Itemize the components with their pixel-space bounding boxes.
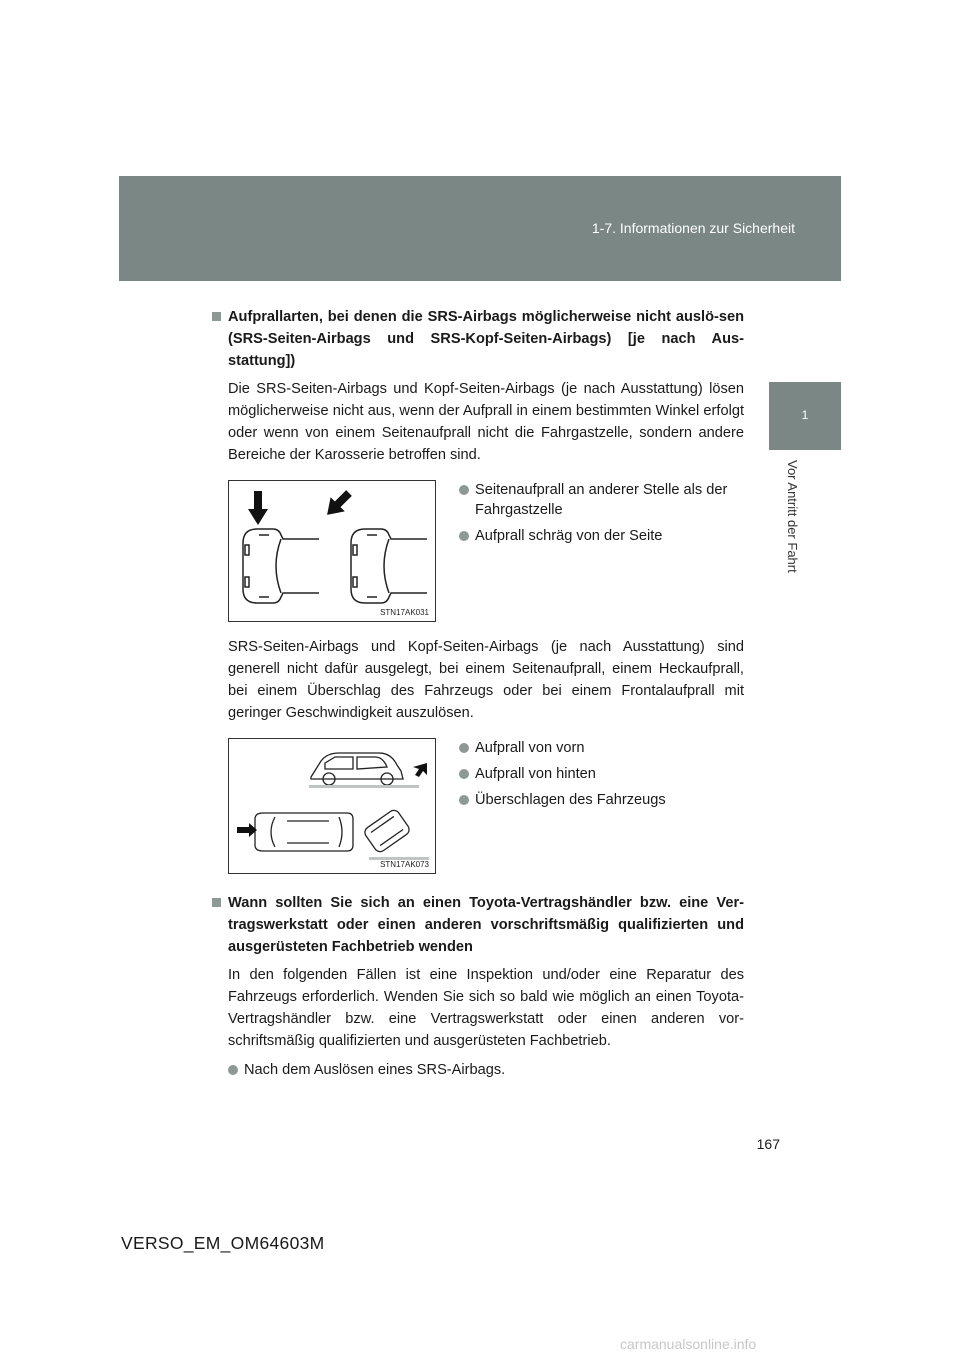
figure1-code: STN17AK031 [380, 608, 429, 617]
side-impact-figure [228, 480, 436, 622]
figure2-row [228, 738, 744, 874]
header-band [119, 176, 841, 281]
chapter-title-vertical [760, 450, 840, 600]
section2-paragraph: In den folgenden Fällen ist eine Inspektion und/oder eine Reparatur des Fahrzeugs erforderlich. Wenden Sie sich so bald wie möglich an einen Toyota-Vertragshändler bzw. eine Vertragswerkstatt oder einen anderen vor-schriftsmäßig qualifizierten und ausgerüsteten Fachbetrieb. [228, 967, 744, 1049]
round-bullet-icon [228, 1065, 238, 1075]
section1-paragraph2: SRS-Seiten-Airbags und Kopf-Seiten-Airbags (je nach Ausstattung) sind generell nicht dafür ausgelegt, bei einem Seitenaufprall, einem Heckaufprall, bei einem Überschlag des Fahrzeugs oder bei einem Frontalaufprall mit geringer Geschwindigkeit auszulösen. [228, 639, 744, 721]
figure2-code: STN17AK073 [380, 860, 429, 869]
round-bullet-icon [459, 795, 469, 805]
page-content [212, 306, 744, 1080]
side-impact-illustration [229, 481, 435, 621]
front-rear-rollover-figure [228, 738, 436, 874]
list-item: Überschlagen des Fahrzeugs [459, 790, 744, 810]
round-bullet-icon [459, 531, 469, 541]
round-bullet-icon [459, 743, 469, 753]
chapter-tab [769, 382, 841, 450]
list-item: Aufprall schräg von der Seite [459, 526, 744, 546]
round-bullet-icon [459, 769, 469, 779]
document-code: VERSO_EM_OM64603M [121, 1233, 325, 1253]
watermark: carmanualsonline.info [620, 1336, 757, 1352]
figure1-bullets [459, 480, 744, 622]
chapter-title: Vor Antritt der Fahrt [785, 460, 800, 573]
figure1-row [228, 480, 744, 622]
section1-heading-text: Aufprallarten, bei denen die SRS-Airbags möglicherweise nicht auslö-sen (SRS-Seiten-Airbags und SRS-Kopf-Seiten-Airbags) [je nach Aus-stattung]) [228, 309, 744, 369]
round-bullet-icon [459, 485, 469, 495]
section-title: 1-7. Informationen zur Sicherheit [591, 220, 795, 236]
list-item: Aufprall von hinten [459, 764, 744, 784]
square-bullet-icon [212, 312, 221, 321]
list-item: Nach dem Auslösen eines SRS-Airbags. [228, 1060, 744, 1080]
section1-paragraph: Die SRS-Seiten-Airbags und Kopf-Seiten-Airbags (je nach Ausstattung) lösen möglicherweise nicht aus, wenn der Aufprall in einem bestimmten Winkel erfolgt oder wenn von einem Seitenaufprall nicht die Fahrgastzelle, sondern andere Bereiche der Karosserie betroffen sind. [228, 381, 744, 463]
chapter-number: 1 [801, 408, 809, 422]
section1-heading [212, 306, 744, 372]
figure2-bullets [459, 738, 744, 874]
list-item: Seitenaufprall an anderer Stelle als der Fahrgastzelle [459, 480, 744, 520]
impact-types-illustration [229, 739, 435, 873]
section2-heading-text: Wann sollten Sie sich an einen Toyota-Vertragshändler bzw. eine Ver-tragswerkstatt oder einen anderen vorschriftsmäßig qualifizierten und ausgerüsteten Fachbetrieb wenden [228, 895, 744, 955]
section2-heading [212, 892, 744, 958]
list-item: Aufprall von vorn [459, 738, 744, 758]
square-bullet-icon [212, 898, 221, 907]
page-number: 167 [756, 1136, 780, 1152]
